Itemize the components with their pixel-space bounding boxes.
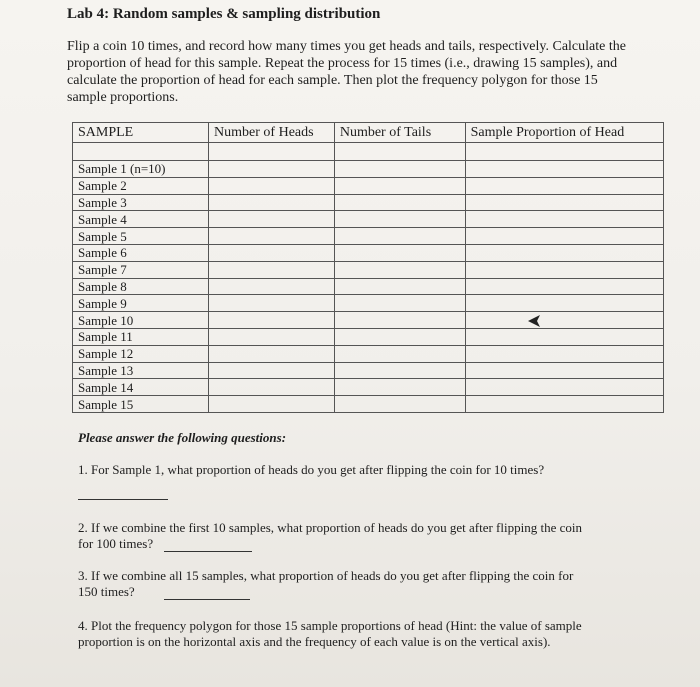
heads-cell[interactable] (209, 228, 335, 245)
proportion-cell[interactable] (465, 211, 663, 228)
header-number-of-heads: Number of Heads (209, 123, 335, 143)
questions-section (78, 430, 638, 650)
tails-cell[interactable] (334, 261, 465, 278)
table-row (73, 345, 664, 362)
sample-label: Sample 14 (73, 379, 209, 396)
table-row (73, 379, 664, 396)
sample-label: Sample 8 (73, 278, 209, 295)
tails-cell[interactable] (334, 177, 465, 194)
sample-label: Sample 3 (73, 194, 209, 211)
table-row (73, 194, 664, 211)
header-sample: SAMPLE (73, 123, 209, 143)
table-row (73, 244, 664, 261)
question-2-text-cont: for 100 times? (78, 536, 154, 551)
page-title: Lab 4: Random samples & sampling distribution (67, 6, 381, 22)
tails-cell[interactable] (334, 295, 465, 312)
question-3 (78, 568, 638, 600)
proportion-cell[interactable] (465, 228, 663, 245)
answer-blank-2[interactable] (164, 551, 252, 552)
tails-cell[interactable] (334, 228, 465, 245)
sample-label: Sample 12 (73, 345, 209, 362)
sample-label: Sample 9 (73, 295, 209, 312)
answer-blank-1[interactable] (78, 499, 168, 500)
table-row (73, 362, 664, 379)
sample-label: Sample 11 (73, 328, 209, 345)
tails-cell[interactable] (334, 161, 465, 178)
tails-cell[interactable] (334, 362, 465, 379)
sample-label: Sample 2 (73, 177, 209, 194)
sample-label: Sample 13 (73, 362, 209, 379)
proportion-cell[interactable] (465, 345, 663, 362)
question-1-text: 1. For Sample 1, what proportion of heads do you get after flipping the coin for 10 times? (78, 462, 545, 477)
proportion-cell[interactable] (465, 278, 663, 295)
heads-cell[interactable] (209, 177, 335, 194)
heads-cell[interactable] (209, 328, 335, 345)
sample-label: Sample 15 (73, 396, 209, 413)
sample-label: Sample 6 (73, 244, 209, 261)
proportion-cell[interactable] (465, 161, 663, 178)
tails-cell[interactable] (334, 194, 465, 211)
question-3-text-cont: 150 times? (78, 584, 135, 599)
proportion-cell[interactable] (465, 261, 663, 278)
header-sample-proportion: Sample Proportion of Head (465, 123, 663, 143)
tails-cell[interactable] (334, 345, 465, 362)
sample-label: Sample 4 (73, 211, 209, 228)
table-spacer-row (73, 143, 664, 161)
sample-label: Sample 1 (n=10) (73, 161, 209, 178)
sample-label: Sample 5 (73, 228, 209, 245)
table-header-row (73, 123, 664, 143)
cursor-arrow-icon (527, 314, 541, 328)
heads-cell[interactable] (209, 345, 335, 362)
heads-cell[interactable] (209, 194, 335, 211)
tails-cell[interactable] (334, 278, 465, 295)
table-row (73, 261, 664, 278)
heads-cell[interactable] (209, 211, 335, 228)
proportion-cell[interactable] (465, 295, 663, 312)
tails-cell[interactable] (334, 379, 465, 396)
sample-label: Sample 7 (73, 261, 209, 278)
table-row (73, 278, 664, 295)
table-row (73, 396, 664, 413)
answer-blank-3[interactable] (164, 599, 250, 600)
sample-table (72, 122, 664, 413)
table-cell (73, 143, 209, 161)
tails-cell[interactable] (334, 396, 465, 413)
proportion-cell[interactable] (465, 244, 663, 261)
proportion-cell[interactable] (465, 379, 663, 396)
heads-cell[interactable] (209, 261, 335, 278)
table-row (73, 328, 664, 345)
table-row (73, 161, 664, 178)
proportion-cell[interactable] (465, 396, 663, 413)
table-cell (209, 143, 335, 161)
instructions-paragraph: Flip a coin 10 times, and record how many times you get heads and tails, respectively. Calculate the proportion of head for this sample. Repeat the process for 15 times (i.e., drawing 15 samples), and calculate the proportion of head for each sample. Then plot the frequency polygon for those 15 sample proportions. (67, 39, 626, 105)
heads-cell[interactable] (209, 362, 335, 379)
tails-cell[interactable] (334, 211, 465, 228)
question-4-text: 4. Plot the frequency polygon for those 15 sample proportions of head (Hint: the value of sample proportion is on the horizontal axis and the frequency of each value is on the vertical axis). (78, 618, 582, 649)
table-row (73, 295, 664, 312)
proportion-cell[interactable] (465, 312, 663, 329)
heads-cell[interactable] (209, 312, 335, 329)
heads-cell[interactable] (209, 244, 335, 261)
question-2 (78, 520, 638, 552)
header-number-of-tails: Number of Tails (334, 123, 465, 143)
proportion-cell[interactable] (465, 362, 663, 379)
heads-cell[interactable] (209, 379, 335, 396)
table-row (73, 312, 664, 329)
table-row (73, 177, 664, 194)
table-cell (334, 143, 465, 161)
tails-cell[interactable] (334, 328, 465, 345)
question-4 (78, 618, 608, 650)
questions-heading: Please answer the following questions: (78, 430, 287, 445)
heads-cell[interactable] (209, 295, 335, 312)
proportion-cell[interactable] (465, 328, 663, 345)
question-2-text: 2. If we combine the first 10 samples, what proportion of heads do you get after flipping the coin (78, 520, 582, 535)
proportion-cell[interactable] (465, 177, 663, 194)
heads-cell[interactable] (209, 278, 335, 295)
question-1 (78, 462, 638, 500)
table-row (73, 228, 664, 245)
sample-label: Sample 10 (73, 312, 209, 329)
heads-cell[interactable] (209, 161, 335, 178)
tails-cell[interactable] (334, 312, 465, 329)
proportion-cell[interactable] (465, 194, 663, 211)
tails-cell[interactable] (334, 244, 465, 261)
question-3-text: 3. If we combine all 15 samples, what proportion of heads do you get after flipping the coin for (78, 568, 574, 583)
table-row (73, 211, 664, 228)
heads-cell[interactable] (209, 396, 335, 413)
table-cell (465, 143, 663, 161)
